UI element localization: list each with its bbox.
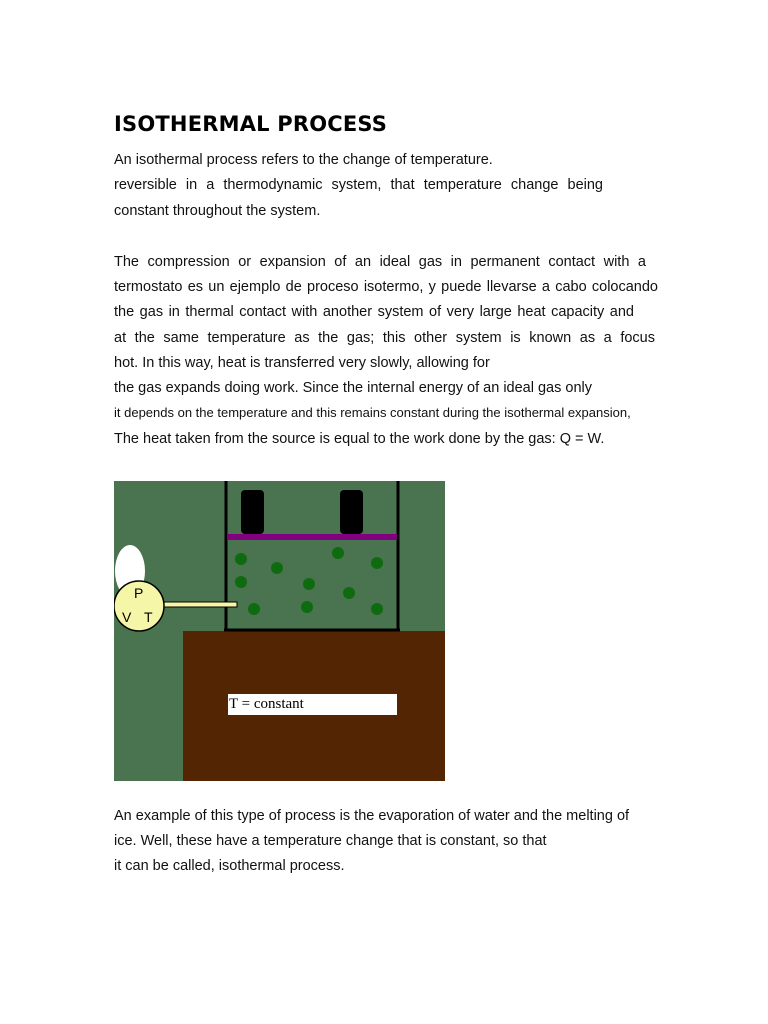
gas-particle xyxy=(271,562,283,574)
paragraph-2-line-1: The compression or expansion of an ideal gas in permanent contact with a xyxy=(114,254,646,270)
gauge-probe xyxy=(160,602,237,607)
paragraph-1-line-2: reversible in a thermodynamic system, that temperature change being xyxy=(114,177,603,193)
gas-particle xyxy=(343,587,355,599)
gas-particle xyxy=(371,603,383,615)
paragraph-1-line-1: An isothermal process refers to the change of temperature. xyxy=(114,152,493,168)
gas-particle xyxy=(248,603,260,615)
gauge-p-label: P xyxy=(134,585,144,601)
paragraph-2-line-2: termostato es un ejemplo de proceso isotermo, y puede llevarse a cabo colocando xyxy=(114,279,658,295)
paragraph-1-line-3: constant throughout the system. xyxy=(114,203,321,219)
paragraph-2-line-6: the gas expands doing work. Since the internal energy of an ideal gas only xyxy=(114,380,593,396)
gauge-t-label: T xyxy=(144,609,153,625)
gas-particle xyxy=(235,553,247,565)
paragraph-3-line-1: An example of this type of process is the evaporation of water and the melting of xyxy=(114,808,630,824)
paragraph-2-line-7: it depends on the temperature and this remains constant during the isothermal expansion, xyxy=(114,405,631,420)
paragraph-3-line-3: it can be called, isothermal process. xyxy=(114,858,345,874)
paragraph-2-line-5: hot. In this way, heat is transferred very slowly, allowing for xyxy=(114,355,490,371)
gas-particle xyxy=(301,601,313,613)
paragraph-2-line-8: The heat taken from the source is equal to the work done by the gas: Q = W. xyxy=(114,431,605,447)
gas-particle xyxy=(303,578,315,590)
weight-left xyxy=(241,490,264,534)
piston xyxy=(227,534,397,540)
gas-particle xyxy=(371,557,383,569)
paragraph-3-line-2: ice. Well, these have a temperature change that is constant, so that xyxy=(114,833,547,849)
isothermal-diagram xyxy=(114,481,445,781)
paragraph-2-line-4: at the same temperature as the gas; this other system is known as a focus xyxy=(114,330,655,346)
reservoir-label: T = constant xyxy=(228,694,397,715)
gas-particle xyxy=(235,576,247,588)
paragraph-2-line-3: the gas in thermal contact with another system of very large heat capacity and xyxy=(114,304,634,320)
diagram-svg xyxy=(114,481,445,781)
document-title: ISOTHERMAL PROCESS xyxy=(114,112,388,136)
weight-right xyxy=(340,490,363,534)
gas-particle xyxy=(332,547,344,559)
gauge-v-label: V xyxy=(122,609,132,625)
